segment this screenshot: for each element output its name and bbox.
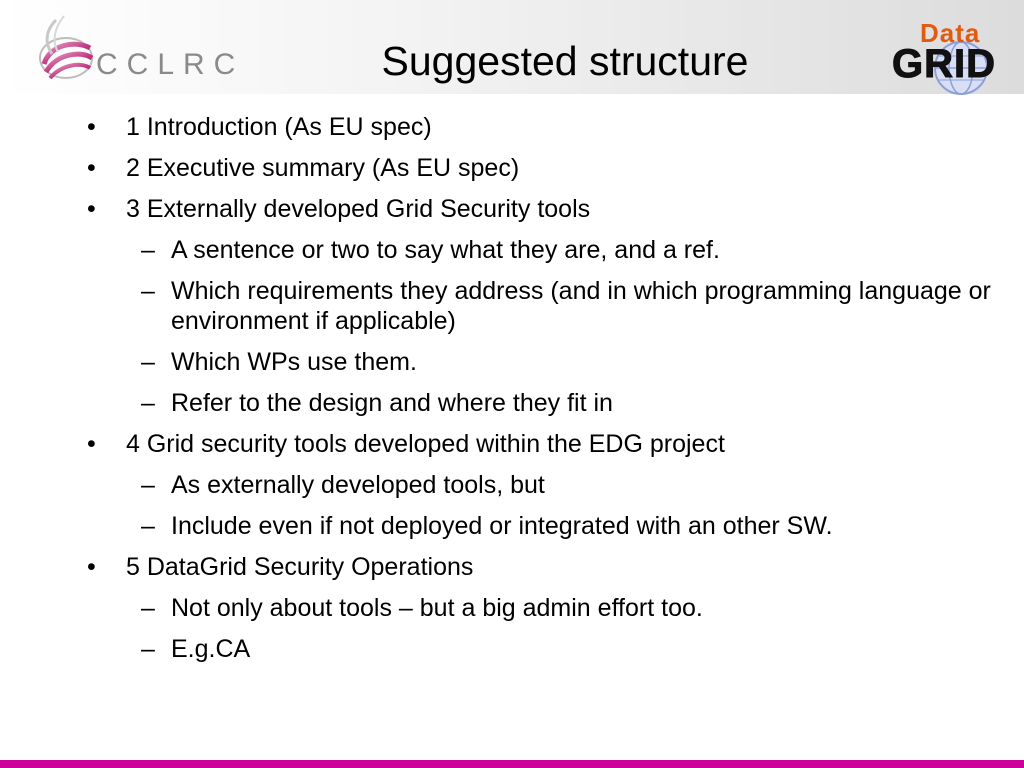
dash-marker: – (141, 512, 155, 540)
dash-marker: – (141, 635, 155, 663)
bullet-item (0, 153, 1024, 183)
cclrc-logo (36, 14, 246, 86)
bullet-item (0, 112, 1024, 142)
bullet-text: 1 Introduction (As EU spec) (126, 113, 432, 141)
dash-marker: – (141, 594, 155, 622)
sub-bullet-item (0, 511, 1024, 541)
bullet-text: Which requirements they address (and in which programming language or environment if applicable) (171, 277, 991, 335)
cclrc-logo-text: CCLRC (96, 48, 245, 81)
bullet-text: E.g.CA (171, 635, 251, 663)
bullet-text: A sentence or two to say what they are, and a ref. (171, 236, 720, 264)
bullet-text: Refer to the design and where they fit in (171, 389, 613, 417)
bullet-text: Include even if not deployed or integrated with an other SW. (171, 512, 833, 540)
bullet-marker: • (87, 430, 96, 458)
sub-bullet-item (0, 235, 1024, 265)
bullet-text: 2 Executive summary (As EU spec) (126, 154, 520, 182)
page-title: Suggested structure (381, 38, 749, 84)
slide-body (0, 112, 1024, 675)
sub-bullet-item (0, 470, 1024, 500)
cclrc-swirl-icon (36, 14, 96, 86)
dash-marker: – (141, 277, 155, 305)
dash-marker: – (141, 389, 155, 417)
slide-header (0, 0, 1024, 94)
bullet-item (0, 552, 1024, 582)
bullet-marker: • (87, 113, 96, 141)
bullet-text: Not only about tools – but a big admin effort too. (171, 594, 703, 622)
bullet-item (0, 194, 1024, 224)
bullet-marker: • (87, 553, 96, 581)
datagrid-logo-grid-text: GRID (892, 42, 996, 86)
bullet-text: As externally developed tools, but (171, 471, 545, 499)
bullet-text: 5 DataGrid Security Operations (126, 553, 474, 581)
bottom-accent-bar (0, 760, 1024, 768)
datagrid-logo (888, 18, 1022, 98)
datagrid-logo-data-text: Data (920, 18, 981, 48)
bullet-item (0, 429, 1024, 459)
bullet-text: 3 Externally developed Grid Security tools (126, 195, 591, 223)
dash-marker: – (141, 236, 155, 264)
bullet-marker: • (87, 195, 96, 223)
dash-marker: – (141, 348, 155, 376)
sub-bullet-item (0, 276, 1024, 336)
sub-bullet-item (0, 388, 1024, 418)
bullet-text: 4 Grid security tools developed within the EDG project (126, 430, 725, 458)
bullet-text: Which WPs use them. (171, 348, 417, 376)
sub-bullet-item (0, 634, 1024, 664)
sub-bullet-item (0, 347, 1024, 377)
sub-bullet-item (0, 593, 1024, 623)
dash-marker: – (141, 471, 155, 499)
bullet-marker: • (87, 154, 96, 182)
